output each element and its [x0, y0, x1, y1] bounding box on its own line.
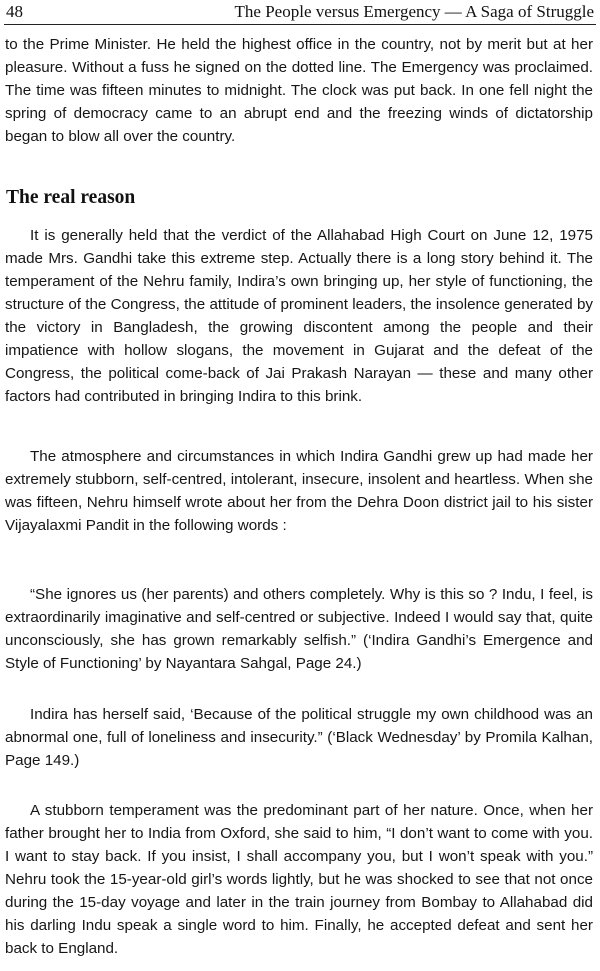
header-rule	[4, 24, 596, 25]
paragraph-nehru-quote: “She ignores us (her parents) and others completely. Why is this so ? Indu, I feel, is extraordinarily imaginative and self-centred or subjective. Indeed I would say that, quite unconsciously, she has grown remarkably selfish.” (‘Indira Gandhi’s Emergence and Style of Functioning’ by Nayantara Sahgal, Page 24.)	[5, 586, 593, 672]
paragraph-real-reason: It is generally held that the verdict of the Allahabad High Court on June 12, 1975 made Mrs. Gandhi take this extreme step. Actually there is a long story behind it. The temperament of the Nehru family, Indira’s own bringing up, her style of functioning, the structure of the Congress, the attitude of prominent leaders, the insolence generated by the victory in Bangladesh, the growing discontent among the people and their impatience with hollow slogans, the movement in Gujarat and the defeat of the Congress, the political come-back of Jai Prakash Narayan — these and many other factors had contributed in bringing Indira to this brink.	[5, 227, 593, 405]
paragraph-opening: to the Prime Minister. He held the highest office in the country, not by merit but at her pleasure. Without a fuss he signed on the dotted line. The Emergency was proclaimed. The time was fifteen minutes to midnight. The clock was put back. In one fell night the spring of democracy came to an abrupt end and the freezing winds of dictatorship began to blow all over the country.	[5, 36, 593, 145]
paragraph-stubborn-temperament: A stubborn temperament was the predominant part of her nature. Once, when her father brought her to India from Oxford, she said to him, “I don’t want to come with you. I want to stay back. If you insist, I shall accompany you, but I won’t speak with you.” Nehru took the 15-year-old girl’s words lightly, but he was shocked to see that not once during the 15-day voyage and later in the train journey from Bombay to Allahabad did his darling Indu speak a single word to him. Finally, he accepted defeat and sent her back to England.	[5, 802, 593, 957]
paragraph-atmosphere: The atmosphere and circumstances in which Indira Gandhi grew up had made her extremely stubborn, self-centred, intolerant, insecure, insolent and heartless. When she was fifteen, Nehru himself wrote about her from the Dehra Doon district jail to his sister Vijayalaxmi Pandit in the following words :	[5, 448, 593, 534]
running-header	[6, 2, 594, 24]
running-title: The People versus Emergency — A Saga of Struggle	[234, 2, 594, 21]
section-heading: The real reason	[6, 187, 136, 208]
page-number: 48	[6, 2, 23, 21]
paragraph-indira-quote: Indira has herself said, ‘Because of the political struggle my own childhood was an abnormal one, full of loneliness and insecurity.” (‘Black Wednesday’ by Promila Kalhan, Page 149.)	[5, 706, 593, 769]
